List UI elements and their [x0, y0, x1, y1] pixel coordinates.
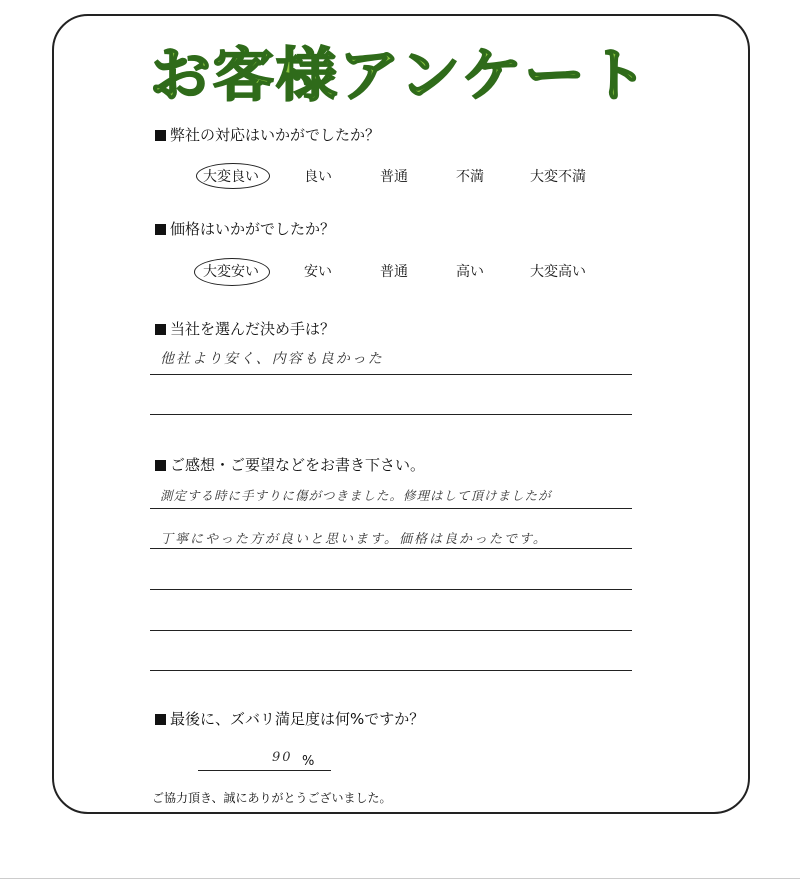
answer-line: [150, 374, 632, 375]
percent-unit: %: [302, 754, 315, 769]
answer-line: [150, 414, 632, 415]
question-1-text: 弊社の対応はいかがでしたか？: [170, 126, 381, 144]
handwritten-answer: 丁寧にやった方が良いと思います。価格は良かったです。: [160, 532, 548, 547]
q2-option[interactable]: 安い: [304, 264, 332, 280]
answer-line: [150, 508, 632, 509]
answer-line: [198, 770, 331, 771]
answer-line: [150, 630, 632, 631]
q1-option[interactable]: 良い: [304, 169, 332, 185]
satisfaction-value: 90: [272, 750, 293, 765]
question-2-text: 価格はいかがでしたか？: [170, 220, 336, 238]
question-5-text: 最後に、ズバリ満足度は何%ですか？: [170, 710, 425, 728]
q2-option[interactable]: 高い: [456, 264, 484, 280]
q1-option[interactable]: 大変不満: [530, 169, 586, 185]
question-1: [155, 124, 380, 145]
question-3: [155, 318, 335, 339]
question-5: [155, 708, 424, 729]
q1-option[interactable]: 大変良い: [203, 169, 259, 185]
q2-option[interactable]: 普通: [380, 264, 408, 280]
thanks-message: ご協力頂き、誠にありがとうございました。: [152, 791, 392, 805]
answer-line: [150, 589, 632, 590]
square-bullet-icon: [155, 324, 166, 335]
square-bullet-icon: [155, 460, 166, 471]
survey-title: お客様アンケート: [149, 41, 651, 109]
question-4: [155, 454, 425, 475]
q2-option[interactable]: 大変安い: [203, 264, 259, 280]
answer-line: [150, 670, 632, 671]
q1-option[interactable]: 普通: [380, 169, 408, 185]
question-2: [155, 218, 335, 239]
q2-option[interactable]: 大変高い: [530, 264, 586, 280]
page-bottom-divider: [0, 878, 800, 879]
square-bullet-icon: [155, 130, 166, 141]
handwritten-answer: 測定する時に手すりに傷がつきました。修理はして頂けましたが: [160, 488, 552, 503]
question-4-text: ご感想・ご要望などをお書き下さい。: [170, 456, 426, 474]
answer-line: [150, 548, 632, 549]
square-bullet-icon: [155, 224, 166, 235]
question-3-text: 当社を選んだ決め手は？: [170, 320, 336, 338]
q1-option[interactable]: 不満: [456, 169, 484, 185]
handwritten-answer: 他社より安く、内容も良かった: [160, 351, 384, 367]
square-bullet-icon: [155, 714, 166, 725]
